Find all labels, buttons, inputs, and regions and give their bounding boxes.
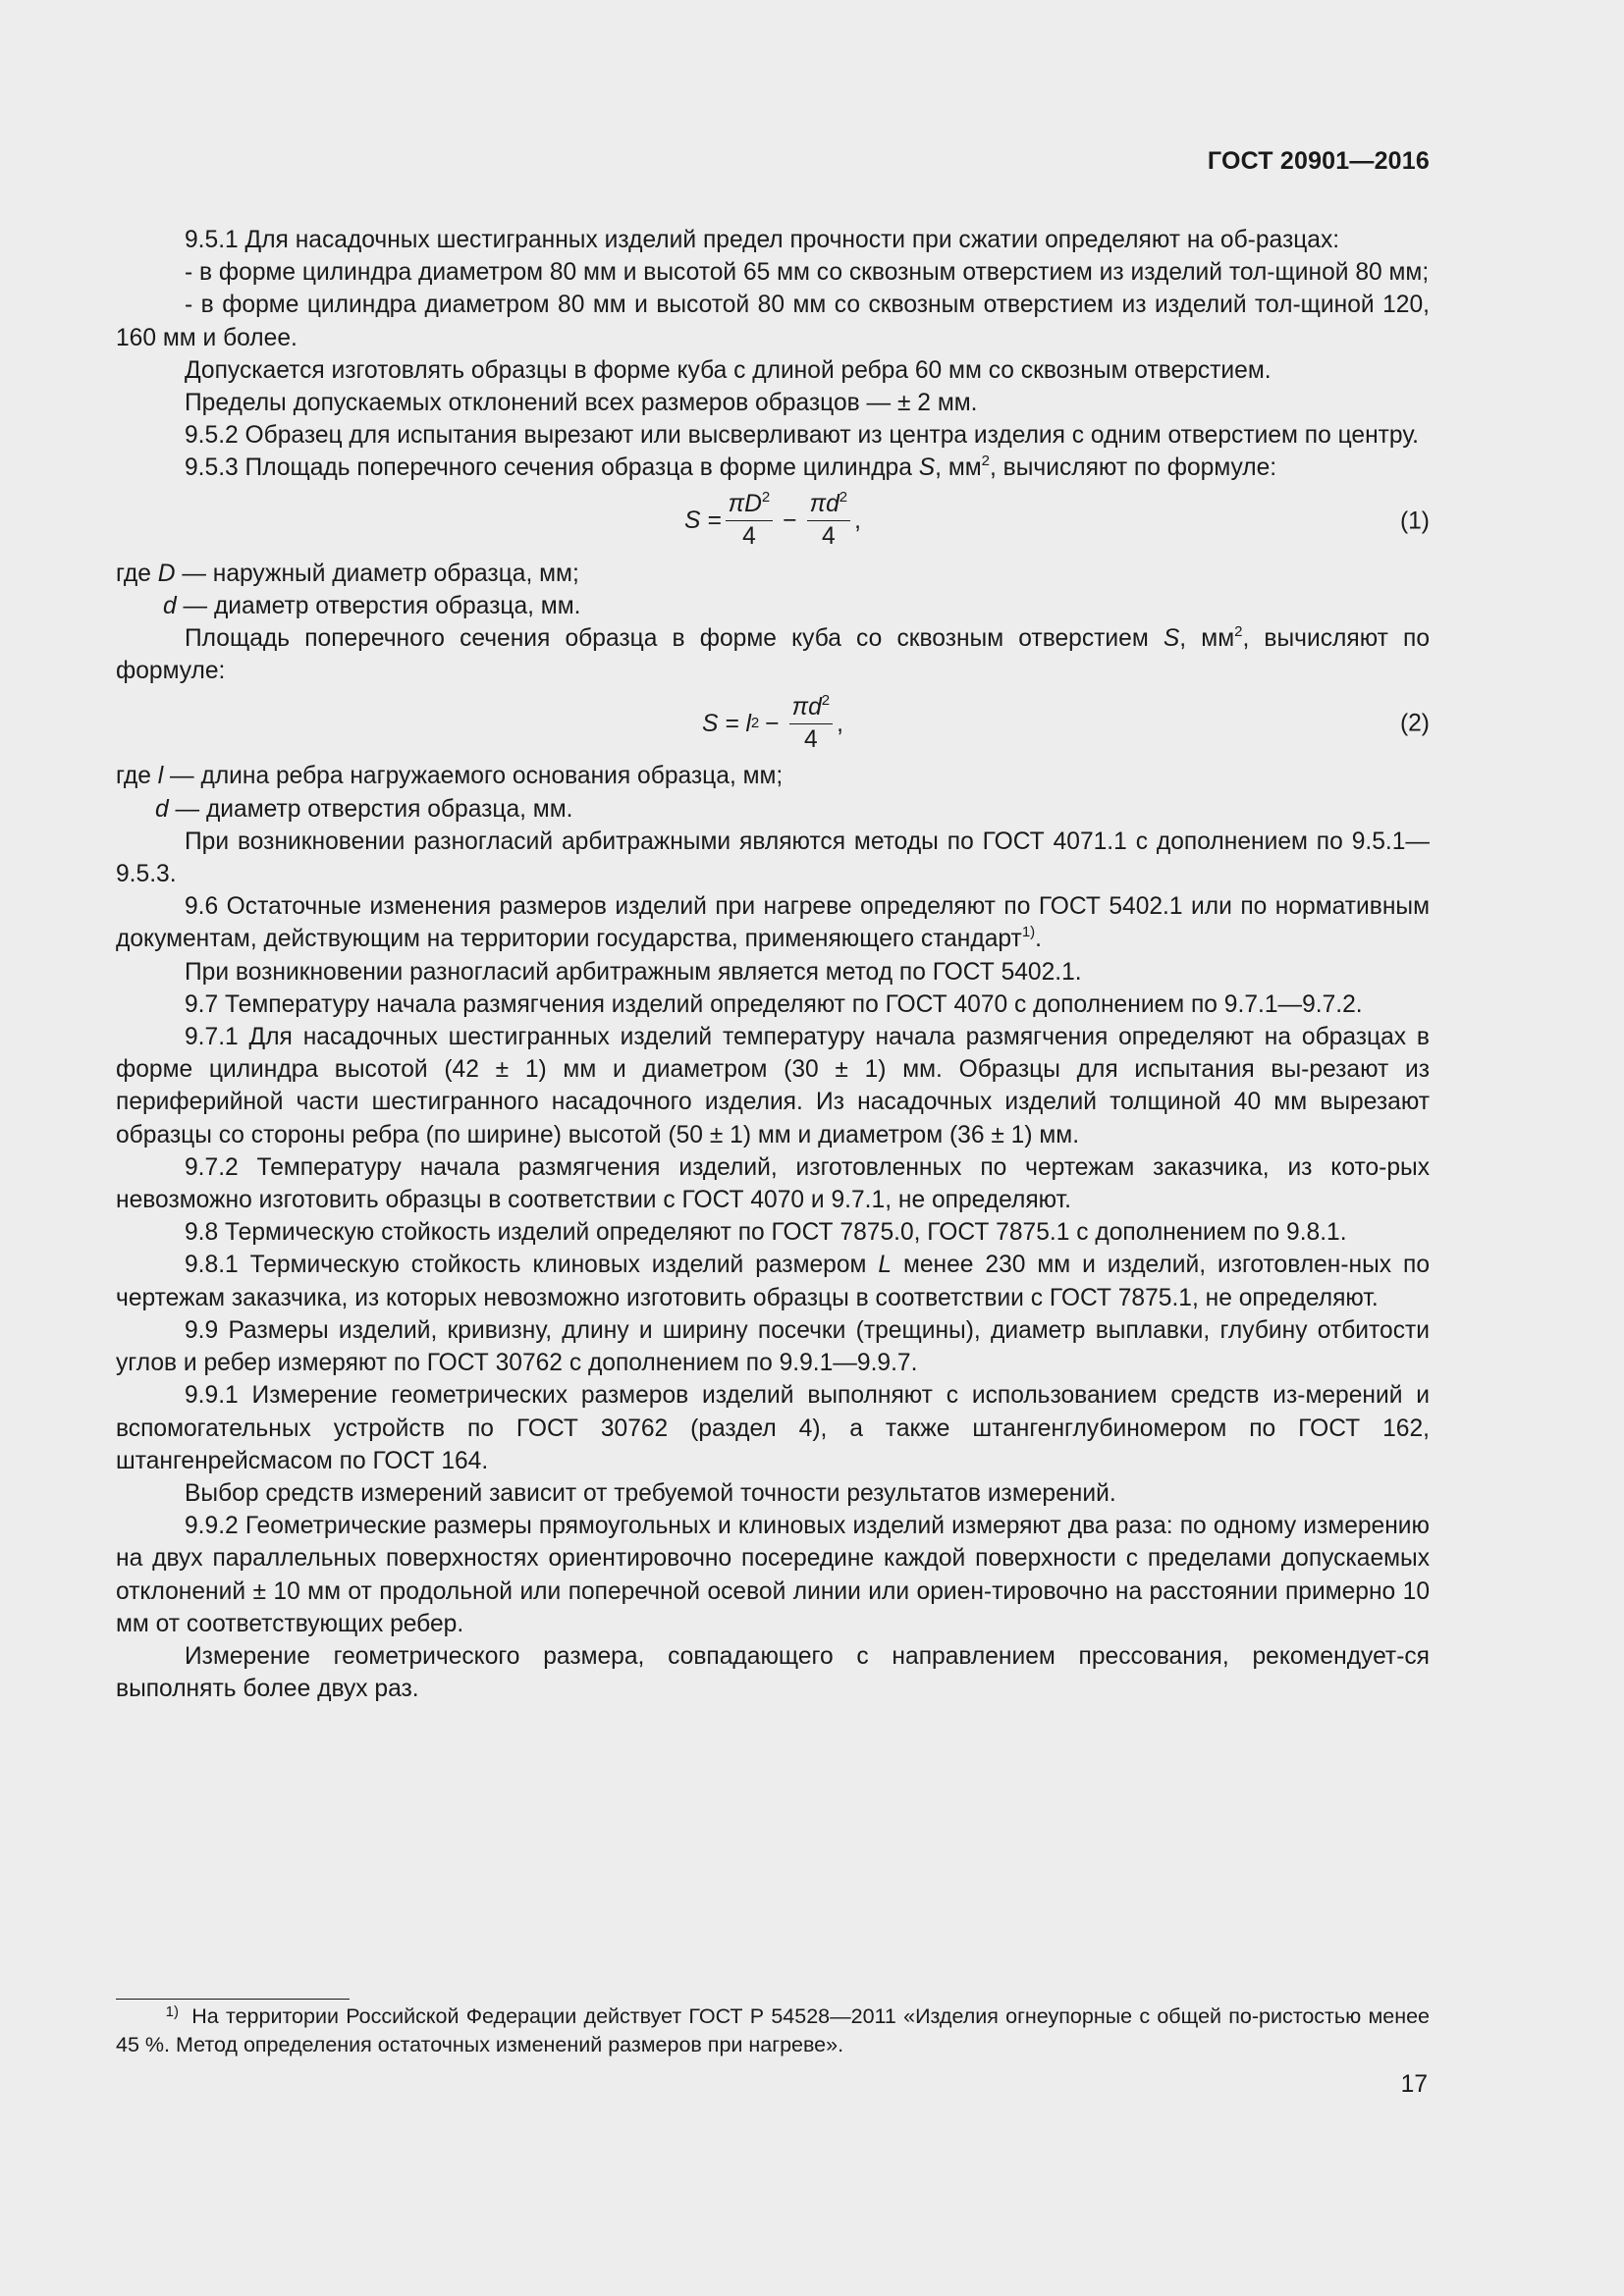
formula-number: (1) [1399,507,1430,535]
paragraph: 9.7 Температуру начала размягчения изделий определяют по ГОСТ 4070 с дополнением по 9.7.1—9.7.2. [185,990,1363,1018]
footnote-mark-sup: 1) [165,2003,179,2020]
formula-lhs: S = [684,507,722,535]
paragraph: 9.8 Термическую стойкость изделий определяют по ГОСТ 7875.0, ГОСТ 7875.1 с дополнением по 9.8.1. [185,1219,1347,1247]
where-clause [116,760,1430,792]
footnote-ref: 1) [1021,924,1036,941]
text-run: , мм [1179,625,1235,653]
document-header: ГОСТ 20901—2016 [1207,147,1430,175]
text-run: . [1035,926,1042,953]
fraction [807,489,851,553]
fraction-denominator: 4 [804,725,818,753]
variable: d [163,592,177,619]
formula-number: (2) [1399,710,1430,737]
superscript: 2 [1234,623,1243,641]
paragraph [116,622,1430,687]
numerator-var: πd [791,693,822,721]
paragraph: 9.7.2 Температуру начала размягчения изделий, изготовленных по чертежам заказчика, из кото-рых невозможно изготовить образцы в соответствии с ГОСТ 4070 и 9.7.1, не определяют. [116,1153,1430,1214]
text-run: менее 230 мм и изделий, изготовлен-ных по чертежам заказчика, из которых невозможно изготовить образцы в соответствии с ГОСТ 7875.1, не определяют. [116,1252,1430,1311]
variable: L [878,1252,893,1279]
paragraph: Пределы допускаемых отклонений всех размеров образцов — ± 2 мм. [185,390,978,417]
paragraph: - в форме цилиндра диаметром 80 мм и высотой 65 мм со сквозным отверстием из изделий тол-щиной 80 мм; [185,259,1430,287]
text-run: , мм [935,454,982,482]
where-prefix: где [116,560,158,587]
paragraph: Допускается изготовлять образцы в форме куба с длиной ребра 60 мм со сквозным отверстием. [185,356,1272,384]
text-run: Площадь поперечного сечения образца в форме куба со сквозным отверстием [185,625,1164,653]
where-clause [116,590,1430,622]
document-body [116,224,1430,1705]
numerator-sup: 2 [761,489,771,507]
variable: S [1163,625,1180,653]
variable: D [157,560,176,587]
where-clause [116,793,1430,826]
where-text: — диаметр отверстия образца, мм. [168,795,573,823]
variable: l [157,763,164,790]
text-run: , вычисляют по формуле: [116,625,1431,685]
numerator-var: πD [728,491,762,518]
variable: S [918,454,936,482]
fraction-numerator [807,489,851,521]
fraction-numerator [789,692,834,724]
formula-1 [116,485,1430,558]
paragraph: 9.9.2 Геометрические размеры прямоугольных и клиновых изделий измеряют два раза: по одному измерению на двух параллельных поверхностях ориентировочно посередине каждой поверхности с пределами допускаемых отклонений ± 10 мм от продольной или поперечной осевой линии или ориен-тировочно на расстоянии примерно 10 мм от соответствующих ребер. [116,1513,1430,1637]
fraction [726,489,774,553]
where-text: — наружный диаметр образца, мм; [175,560,579,587]
formula-lhs: S = [702,710,739,737]
paragraph: 9.5.1 Для насадочных шестигранных изделий предел прочности при сжатии определяют на об-разцах: [185,227,1340,253]
formula-2 [116,687,1430,760]
footnote-text: На территории Российской Федерации действует ГОСТ Р 54528—2011 «Изделия огнеупорные с общей по-ристостью менее 45 %. Метод определения остаточных изменений размеров при нагреве». [116,2004,1430,2056]
numerator-var: πd [809,491,839,518]
paragraph: Выбор средств измерений зависит от требуемой точности результатов измерений. [185,1479,1116,1507]
minus-sign: − [765,710,780,737]
footnote-mark [116,2002,185,2031]
where-prefix: где [116,763,158,790]
formula-tail: , [854,507,861,535]
footnote-divider [116,1999,350,2000]
footnote [116,2002,1430,2059]
where-text: — длина ребра нагружаемого основания образца, мм; [163,763,784,790]
fraction [789,692,834,756]
fraction-denominator: 4 [742,523,756,551]
paragraph: 9.9.1 Измерение геометрических размеров изделий выполняют с использованием средств из-мерений и вспомогательных устройств по ГОСТ 30762 (раздел 4), а также штангенглубиномером по ГОСТ 162, штангенрейсмасом по ГОСТ 164. [116,1382,1430,1474]
text-run: , вычисляют по формуле: [989,454,1277,482]
formula-expression [684,489,861,553]
superscript: 2 [981,453,990,470]
paragraph [116,452,1430,484]
text-run: 9.8.1 Термическую стойкость клиновых изделий размером [185,1252,879,1279]
where-text: — диаметр отверстия образца, мм. [176,592,581,619]
paragraph: 9.5.2 Образец для испытания вырезают или высверливают из центра изделия с одним отверстием по центру. [185,422,1419,450]
numerator-sup: 2 [839,489,848,507]
formula-tail: , [837,710,843,737]
paragraph: При возникновении разногласий арбитражными являются методы по ГОСТ 4071.1 с дополнением по 9.5.1—9.5.3. [116,828,1430,888]
page-number: 17 [1400,2071,1428,2098]
variable: d [155,795,169,823]
paragraph: 9.7.1 Для насадочных шестигранных изделий температуру начала размягчения определяют на образцах в форме цилиндра высотой (42 ± 1) мм и диаметром (30 ± 1) мм. Образцы для испытания вы-резают из периферийной части шестигранного насадочного изделия. Из насадочных изделий толщиной 40 мм вырезают образцы со стороны ребра (по ширине) высотой (50 ± 1) мм и диаметром (36 ± 1) мм. [116,1024,1430,1148]
paragraph [116,1249,1430,1313]
paragraph: При возникновении разногласий арбитражным является метод по ГОСТ 5402.1. [185,958,1082,986]
minus-sign: − [783,507,797,535]
fraction-numerator [726,489,774,521]
l-var: l [745,710,751,737]
text-run: 9.5.3 Площадь поперечного сечения образца в форме цилиндра [185,454,919,482]
formula-expression: S = l 2 − $\frac{\pi d^2}{4}$ , [702,692,843,756]
paragraph: Измерение геометрического размера, совпадающего с направлением прессования, рекомендует-ся выполнять более двух раз. [116,1642,1430,1703]
paragraph: 9.9 Размеры изделий, кривизну, длину и ширину посечки (трещины), диаметр выплавки, глубину отбитости углов и ребер измеряют по ГОСТ 30762 с дополнением по 9.9.1—9.9.7. [116,1316,1430,1377]
paragraph: - в форме цилиндра диаметром 80 мм и высотой 80 мм со сквозным отверстием из изделий тол-щиной 120, 160 мм и более. [116,292,1430,351]
paragraph [116,890,1430,955]
numerator-sup: 2 [821,691,831,709]
where-clause [116,558,1430,590]
text-run: 9.6 Остаточные изменения размеров изделий при нагреве определяют по ГОСТ 5402.1 или по нормативным документам, действующим на территории государства, применяющего стандарт [116,893,1430,953]
fraction-denominator: 4 [822,523,836,551]
